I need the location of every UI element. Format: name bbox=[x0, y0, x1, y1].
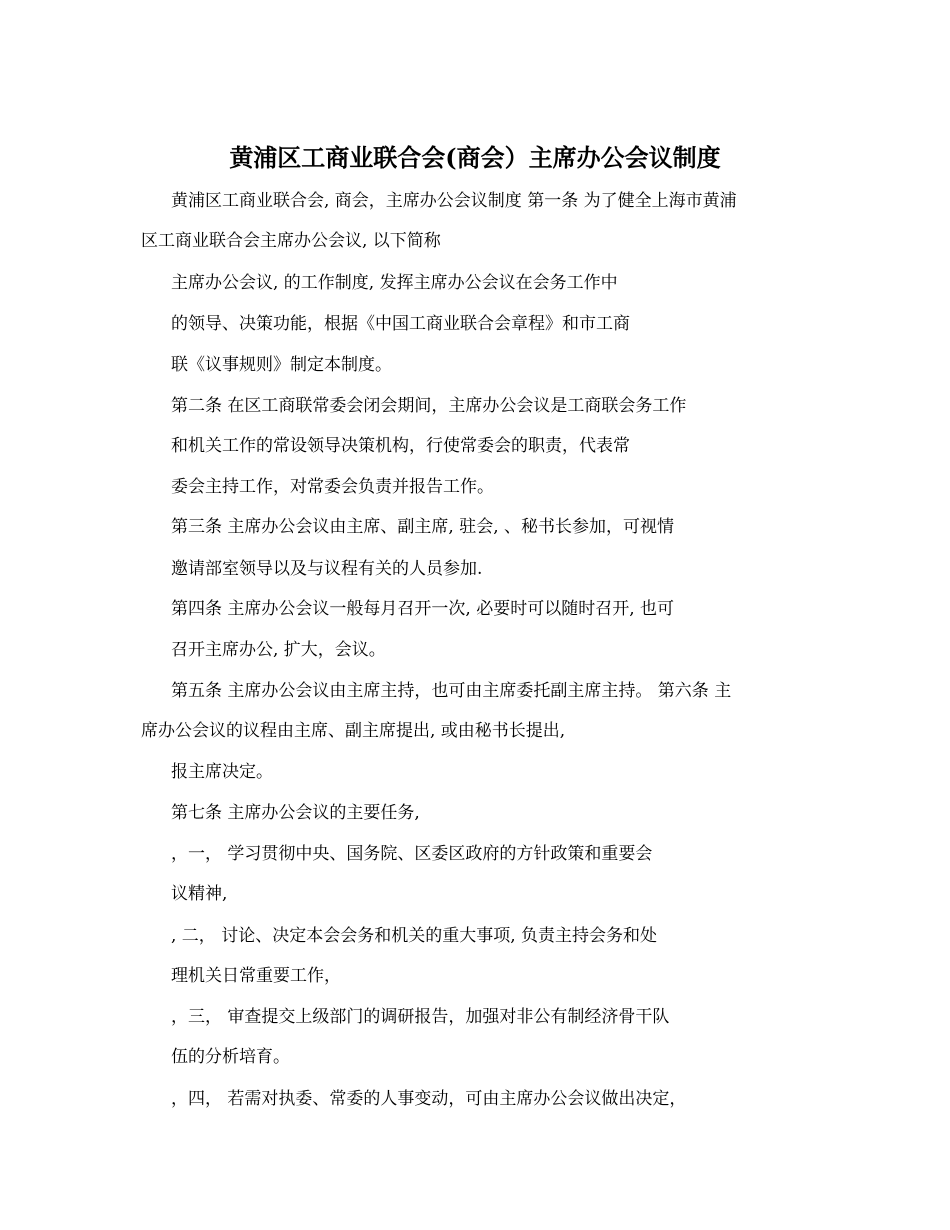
body-line: 席办公会议的议程由主席、副主席提出, 或由秘书长提出, bbox=[141, 721, 566, 741]
body-line: , 二， 讨论、决定本会会务和机关的重大事项, 负责主持会务和处 bbox=[171, 926, 658, 946]
body-line: 和机关工作的常设领导决策机构，行使常委会的职责，代表常 bbox=[171, 436, 630, 456]
body-line: 第四条 主席办公会议一般每月召开一次, 必要时可以随时召开, 也可 bbox=[171, 599, 675, 619]
document-title: 黄浦区工商业联合会(商会）主席办公会议制度 bbox=[229, 143, 721, 172]
body-line: 伍的分析培育。 bbox=[171, 1047, 290, 1067]
body-line: 区工商业联合会主席办公会议, 以下简称 bbox=[141, 231, 441, 251]
body-line: 召开主席办公, 扩大，会议。 bbox=[171, 640, 386, 660]
body-line: ，三， 审查提交上级部门的调研报告，加强对非公有制经济骨干队 bbox=[171, 1007, 670, 1027]
body-line: 理机关日常重要工作， bbox=[171, 966, 341, 986]
body-line: 第三条 主席办公会议由主席、副主席, 驻会, 、秘书长参加，可视情 bbox=[171, 517, 675, 537]
body-line: 主席办公会议, 的工作制度, 发挥主席办公会议在会务工作中 bbox=[171, 273, 618, 293]
body-line: 议精神, bbox=[171, 884, 228, 904]
body-line: 邀请部室领导以及与议程有关的人员参加. bbox=[171, 559, 483, 579]
body-line: ，四， 若需对执委、常委的人事变动，可由主席办公会议做出决定， bbox=[171, 1089, 687, 1109]
body-line: ，一， 学习贯彻中央、国务院、区委区政府的方针政策和重要会 bbox=[171, 844, 653, 864]
body-line: 报主席决定。 bbox=[171, 762, 273, 782]
body-line: 第二条 在区工商联常委会闭会期间，主席办公会议是工商联会务工作 bbox=[171, 396, 687, 416]
body-line: 联《议事规则》制定本制度。 bbox=[171, 355, 392, 375]
body-line: 的领导、决策功能，根据《中国工商业联合会章程》和市工商 bbox=[171, 314, 630, 334]
body-line: 委会主持工作，对常委会负责并报告工作。 bbox=[171, 477, 494, 497]
body-line: 黄浦区工商业联合会, 商会，主席办公会议制度 第一条 为了健全上海市黄浦 bbox=[171, 191, 737, 211]
body-line: 第七条 主席办公会议的主要任务, bbox=[171, 803, 420, 823]
body-line: 第五条 主席办公会议由主席主持，也可由主席委托副主席主持。 第六条 主 bbox=[171, 681, 732, 701]
